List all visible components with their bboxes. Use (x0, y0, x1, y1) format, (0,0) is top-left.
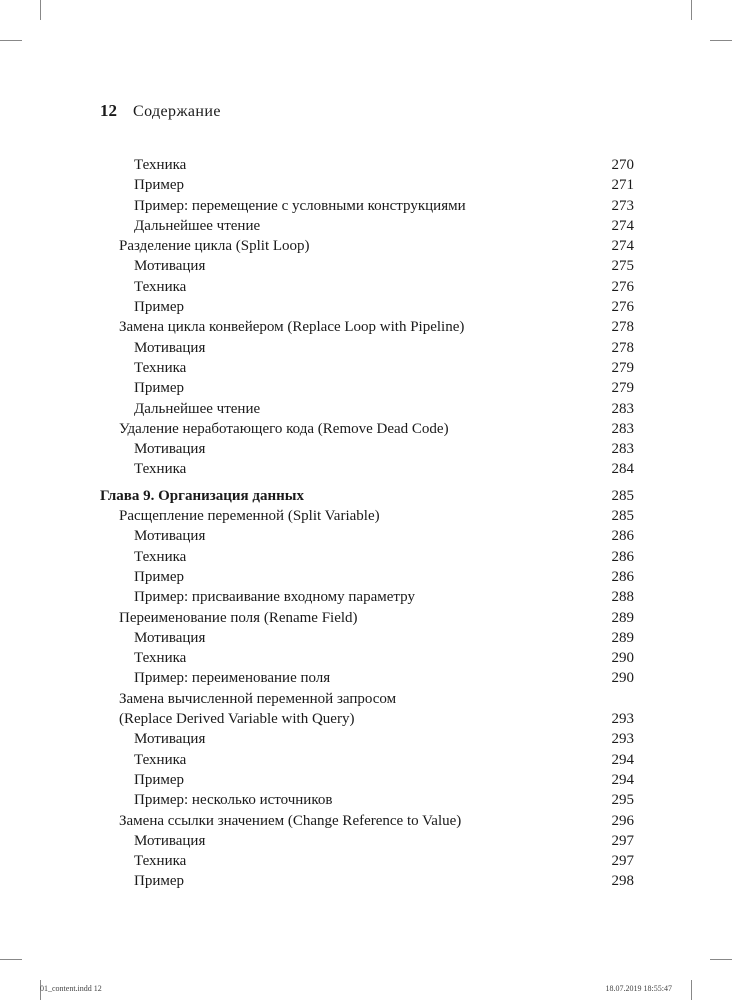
toc-section (100, 317, 634, 337)
toc-entry-page: 289 (611, 609, 634, 626)
toc-entry-page: 274 (611, 238, 634, 255)
toc-subsection (100, 155, 634, 175)
toc-entry-title: Пример (134, 568, 185, 585)
toc-entry-title: Удаление неработающего кода (Remove Dead Code) (119, 420, 449, 437)
toc-subsection (100, 750, 634, 770)
toc-subsection (100, 871, 634, 891)
toc-entry-title: Пример: перемещение с условными конструкциями (134, 197, 466, 214)
toc-section (100, 236, 634, 256)
toc-subsection (100, 526, 634, 546)
toc-subsection (100, 439, 634, 459)
crop-mark (691, 980, 692, 1000)
toc-entry-title: Техника (134, 853, 187, 870)
toc-entry-title: Пример (134, 771, 185, 788)
toc-subsection (100, 790, 634, 810)
toc-entry-title: Пример: переименование поля (134, 670, 331, 687)
crop-mark (40, 0, 41, 20)
toc-entry-title: Техника (134, 461, 187, 478)
toc-entry-page: 296 (611, 812, 634, 829)
toc-subsection (100, 668, 634, 688)
toc-entry-page: 295 (611, 792, 634, 809)
toc-subsection (100, 256, 634, 276)
toc-entry-title: Дальнейшее чтение (134, 217, 261, 234)
toc-entry-title: Расщепление переменной (Split Variable) (119, 508, 380, 525)
toc-entry-page: 273 (611, 197, 634, 214)
toc-entry-title: Пример: несколько источников (134, 792, 333, 809)
toc-entry-page: 270 (611, 157, 634, 173)
toc-entry-title: Дальнейшее чтение (134, 400, 261, 417)
toc-entry-title: Техника (134, 548, 187, 565)
running-title: Содержание (133, 103, 221, 120)
toc-section (100, 506, 634, 526)
toc-section (100, 811, 634, 831)
toc-entry-title: Техника (134, 278, 187, 295)
page-number: 12 (100, 101, 117, 120)
toc-entry-page: 271 (611, 177, 634, 194)
toc-entry-title: Разделение цикла (Split Loop) (119, 238, 310, 255)
toc-subsection (100, 547, 634, 567)
toc-subsection (100, 297, 634, 317)
toc-entry-page: 283 (611, 420, 634, 437)
toc-entry-title: Пример (134, 873, 185, 890)
toc-entry-page: 297 (611, 853, 634, 870)
toc-entry-page: 298 (611, 873, 634, 890)
toc-entry-page: 286 (611, 528, 634, 545)
toc-entry-page: 293 (611, 711, 634, 728)
toc-entry-title: Мотивация (134, 832, 206, 849)
crop-mark (0, 959, 22, 960)
toc-entry-title: Техника (134, 359, 187, 376)
toc-subsection (100, 175, 634, 195)
toc-entry-title: Мотивация (134, 731, 206, 748)
running-header (100, 101, 221, 125)
toc-entry-title: Техника (134, 157, 187, 173)
toc-subsection (100, 196, 634, 216)
crop-mark (0, 40, 22, 41)
toc-entry-page: 284 (611, 461, 634, 478)
toc-entry-page: 279 (611, 380, 634, 397)
toc-entry-page: 289 (611, 629, 634, 646)
toc-entry-title: Мотивация (134, 339, 206, 356)
toc-section (100, 689, 634, 709)
toc-entry-page: 283 (611, 441, 634, 458)
toc-subsection (100, 378, 634, 398)
toc-entry-page: 294 (611, 771, 634, 788)
toc-entry-title: Мотивация (134, 528, 206, 545)
table-of-contents (100, 155, 634, 892)
toc-entry-title: Мотивация (134, 441, 206, 458)
toc-subsection (100, 277, 634, 297)
crop-mark (710, 959, 732, 960)
toc-subsection (100, 216, 634, 236)
toc-entry-page: 283 (611, 400, 634, 417)
toc-subsection (100, 338, 634, 358)
toc-entry-title: (Replace Derived Variable with Query) (119, 711, 355, 728)
toc-entry-page: 276 (611, 299, 634, 316)
file-slug: 01_content.indd 12 (40, 984, 102, 993)
toc-subsection (100, 770, 634, 790)
toc-entry-title: Замена ссылки значением (Change Reference to Value) (119, 812, 462, 829)
toc-entry-page: 286 (611, 568, 634, 585)
toc-subsection (100, 567, 634, 587)
toc-entry-page: 288 (611, 589, 634, 606)
toc-subsection (100, 587, 634, 607)
toc-entry-page: 276 (611, 278, 634, 295)
toc-entry-title: Замена вычисленной переменной запросом (119, 690, 397, 707)
toc-entry-title: Пример: присваивание входному параметру (134, 589, 415, 606)
toc-entry-page: 274 (611, 217, 634, 234)
toc-entry-title: Пример (134, 177, 185, 194)
toc-subsection (100, 628, 634, 648)
toc-subsection (100, 358, 634, 378)
toc-subsection (100, 648, 634, 668)
toc-entry-page: 278 (611, 339, 634, 356)
toc-entry-title: Мотивация (134, 258, 206, 275)
crop-mark (710, 40, 732, 41)
toc-entry-title: Техника (134, 650, 187, 667)
toc-entry-page: 294 (611, 751, 634, 768)
toc-section (100, 608, 634, 628)
toc-entry-page: 297 (611, 832, 634, 849)
toc-entry-page: 290 (611, 650, 634, 667)
toc-subsection (100, 851, 634, 871)
toc-section (100, 419, 634, 439)
toc-subsection (100, 831, 634, 851)
toc-entry-title: Техника (134, 751, 187, 768)
toc-entry-title: Переименование поля (Rename Field) (119, 609, 358, 626)
toc-entry-title: Пример (134, 380, 185, 397)
toc-subsection (100, 729, 634, 749)
toc-entry-page: 286 (611, 548, 634, 565)
crop-mark (691, 0, 692, 20)
timestamp-slug: 18.07.2019 18:55:47 (605, 984, 672, 993)
toc-entry-page: 275 (611, 258, 634, 275)
toc-entry-title: Пример (134, 299, 185, 316)
toc-entry-page: 285 (611, 508, 634, 525)
toc-entry-title: Замена цикла конвейером (Replace Loop with Pipeline) (119, 319, 465, 336)
toc-entry-page: 290 (611, 670, 634, 687)
toc-entry-title: Мотивация (134, 629, 206, 646)
toc-entry-page: 279 (611, 359, 634, 376)
toc-entry-page: 285 (611, 487, 634, 504)
toc-subsection (100, 459, 634, 479)
toc-entry-page: 293 (611, 731, 634, 748)
toc-chapter (100, 486, 634, 506)
toc-subsection (100, 399, 634, 419)
toc-section (100, 709, 634, 729)
toc-entry-page: 278 (611, 319, 634, 336)
toc-entry-title: Глава 9. Организация данных (100, 487, 304, 504)
